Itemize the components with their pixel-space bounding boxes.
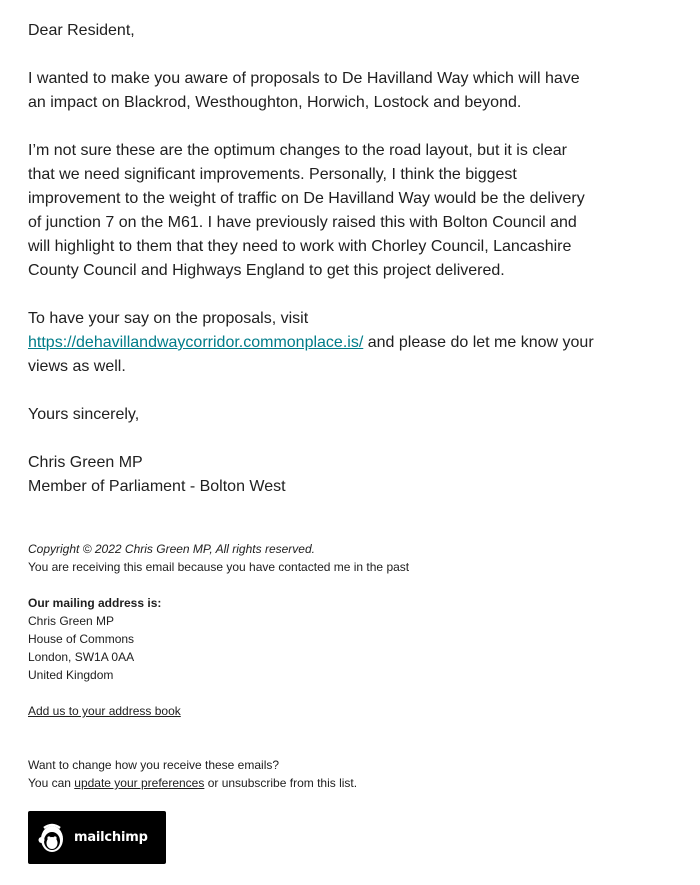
preferences-question: Want to change how you receive these emails? <box>28 758 280 772</box>
sender-name: Chris Green MP <box>28 454 143 471</box>
email-footer <box>28 540 628 792</box>
views-text: and please do let me know your views as well. <box>28 334 594 375</box>
preferences-prefix: You can <box>28 776 75 790</box>
paragraph-have-your-say <box>28 307 598 379</box>
signoff: Yours sincerely, <box>28 406 140 423</box>
paragraph-proposals: I wanted to make you aware of proposals to De Havilland Way which will have an impact on Blackrod, Westhoughton, Horwich, Lostock and beyond. <box>28 70 580 111</box>
sender-title: Member of Parliament - Bolton West <box>28 478 286 495</box>
add-to-address-book-link[interactable]: Add us to your address book <box>28 704 181 718</box>
mailchimp-badge[interactable] <box>28 811 166 864</box>
mailing-address-title: Our mailing address is: <box>28 596 162 610</box>
copyright-notice: Copyright © 2022 Chris Green MP, All rights reserved. <box>28 542 315 556</box>
unsubscribe-text: or unsubscribe from this list. <box>204 776 358 790</box>
greeting: Dear Resident, <box>28 22 135 39</box>
address-line: Chris Green MP <box>28 614 115 628</box>
address-line: London, SW1A 0AA <box>28 650 135 664</box>
consultation-link[interactable]: https://dehavillandwaycorridor.commonplace.is/ <box>28 334 364 351</box>
paragraph-improvements: I’m not sure these are the optimum changes to the road layout, but it is clear that we need significant improvements. Personally, I think the biggest improvement to the weight of traffic on De Havilland Way would be the delivery of junction 7 on the M61. I have previously raised this with Bolton Council and will highlight to them that they need to work with Chorley Council, Lancashire County Council and Highways England to get this project delivered. <box>28 142 585 279</box>
preferences-line <box>28 774 628 792</box>
mailchimp-wordmark: mailchimp <box>74 830 148 845</box>
update-preferences-link[interactable]: update your preferences <box>74 776 205 790</box>
mailchimp-freddie-icon <box>38 822 66 854</box>
have-your-say-text: To have your say on the proposals, visit <box>28 310 309 327</box>
address-line: United Kingdom <box>28 668 114 682</box>
subscription-reason: You are receiving this email because you have contacted me in the past <box>28 560 410 574</box>
letter-body <box>28 19 598 499</box>
address-line: House of Commons <box>28 632 135 646</box>
